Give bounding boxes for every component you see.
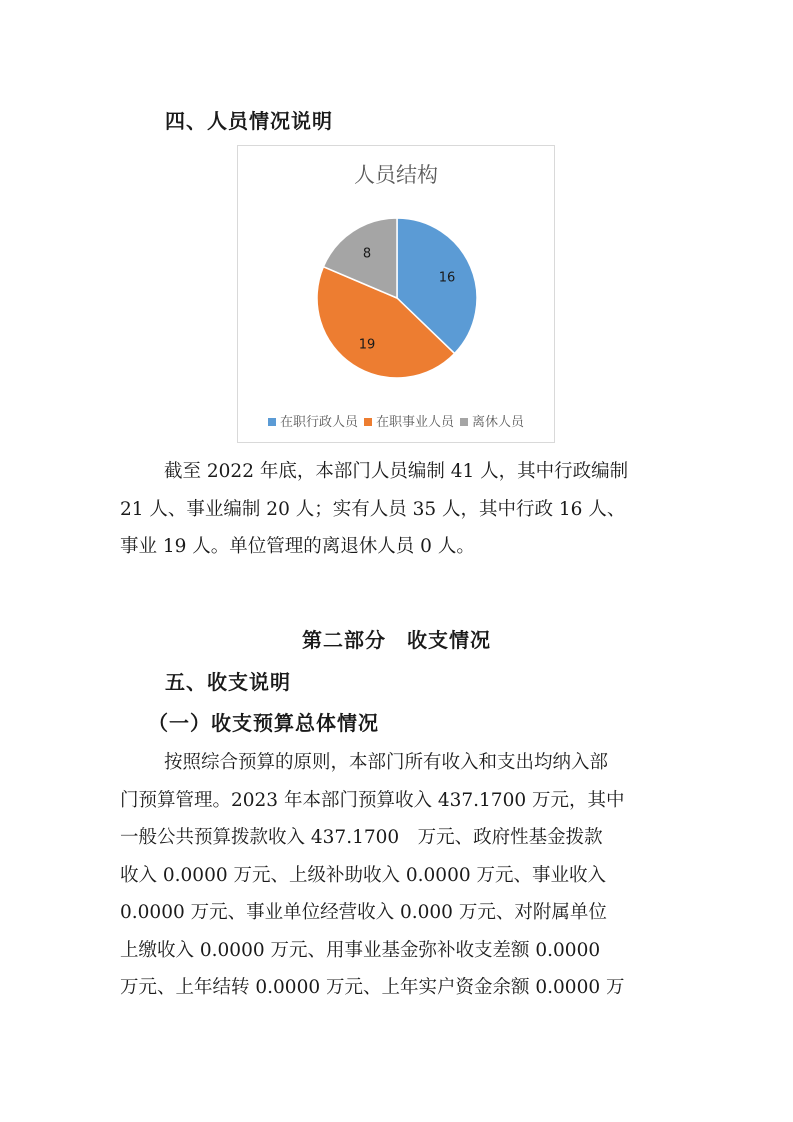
pie-data-label: 19: [358, 337, 376, 353]
chart-legend: [238, 411, 554, 430]
paragraph-line: 门预算管理。2023 年本部门预算收入 437.1700 万元，其中: [120, 789, 625, 811]
pie-chart: [238, 146, 554, 442]
paragraph-line: 上缴收入 0.0000 万元、用事业基金弥补收支差额 0.0000: [120, 939, 601, 961]
paragraph-line: 0.0000 万元、事业单位经营收入 0.000 万元、对附属单位: [120, 902, 607, 923]
personnel-paragraph: [120, 453, 680, 566]
legend-label: 在职行政人员: [279, 415, 358, 430]
part-heading: 第二部分 收支情况: [302, 628, 491, 652]
budget-paragraph: [120, 744, 680, 1007]
legend-swatch: [268, 418, 276, 426]
pie-data-label: 8: [362, 246, 372, 262]
paragraph-line: 万元、上年结转 0.0000 万元、上年实户资金余额 0.0000 万: [120, 977, 625, 998]
legend-item: [268, 411, 358, 430]
pie-data-label: 16: [438, 270, 456, 286]
legend-item: [364, 411, 454, 430]
paragraph-line: 21 人、事业编制 20 人；实有人员 35 人，其中行政 16 人、: [120, 498, 626, 520]
legend-label: 离休人员: [472, 415, 525, 430]
chart-title: 人员结构: [354, 163, 438, 187]
legend-swatch: [460, 418, 468, 426]
paragraph-line: 按照综合预算的原则，本部门所有收入和支出均纳入部: [164, 752, 609, 773]
section-heading-personnel: 四、人员情况说明: [165, 109, 333, 133]
paragraph-line: 事业 19 人。单位管理的离退休人员 0 人。: [120, 536, 475, 557]
legend-swatch: [364, 418, 372, 426]
section-heading-income-expenditure: 五、收支说明: [165, 670, 291, 694]
subsection-heading-budget-overview: （一）收支预算总体情况: [148, 711, 379, 735]
paragraph-line: 截至 2022 年底，本部门人员编制 41 人，其中行政编制: [164, 461, 629, 482]
paragraph-line: 一般公共预算拨款收入 437.1700 万元、政府性基金拨款: [120, 827, 603, 848]
legend-item: [460, 411, 524, 430]
legend-label: 在职事业人员: [375, 415, 454, 430]
paragraph-line: 收入 0.0000 万元、上级补助收入 0.0000 万元、事业收入: [120, 864, 606, 886]
personnel-structure-chart: [237, 145, 555, 443]
